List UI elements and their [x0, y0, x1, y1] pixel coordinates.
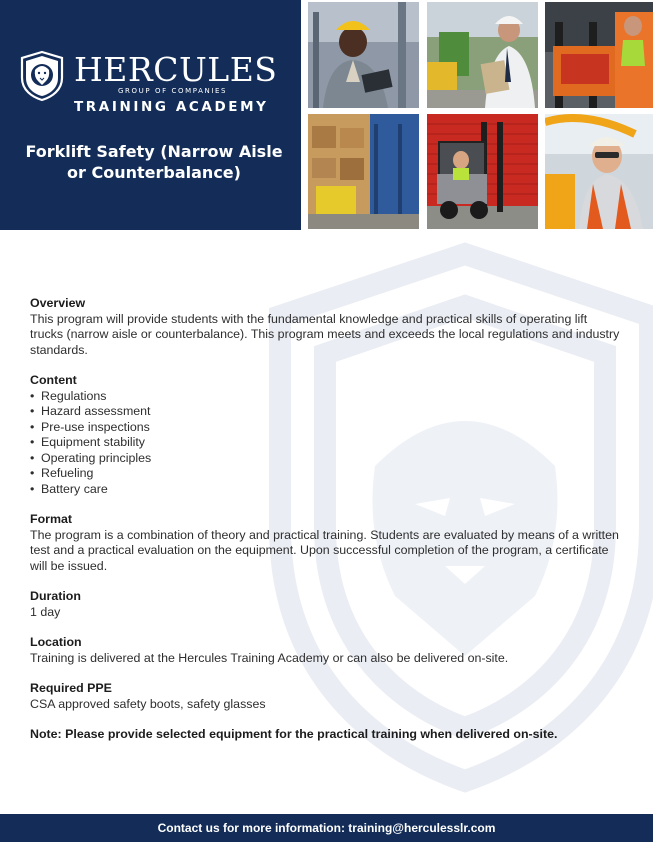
- brand-group-label: GROUP OF COMPANIES: [118, 87, 228, 95]
- photo-engineer-forklift: [427, 2, 538, 108]
- photo-operator-safety-glasses: [545, 114, 653, 229]
- list-item: • Pre-use inspections: [30, 420, 620, 436]
- lion-shield-icon: [19, 50, 65, 102]
- format-heading: Format: [30, 512, 72, 526]
- brand-panel: [0, 0, 301, 230]
- note-text: Please provide selected equipment for the practical training when delivered on-site.: [65, 727, 558, 741]
- ppe-heading: Required PPE: [30, 681, 112, 695]
- duration-heading: Duration: [30, 589, 81, 603]
- list-item: • Equipment stability: [30, 435, 620, 451]
- list-item: • Hazard assessment: [30, 404, 620, 420]
- photo-warehouse-racking: [308, 114, 419, 229]
- course-title: Forklift Safety (Narrow Aisle or Counterbalance): [25, 142, 283, 182]
- list-item: • Battery care: [30, 482, 620, 498]
- content-list: [30, 389, 620, 498]
- contact-footer: [0, 814, 653, 842]
- format-text: The program is a combination of theory and practical training. Students are evaluated by means of a written test and a practical evaluation on the equipment. Upon successful completion of the program, a certificate will be issued.: [30, 527, 619, 573]
- note-label: Note:: [30, 727, 62, 741]
- location-section: [30, 635, 620, 666]
- duration-section: [30, 589, 620, 620]
- format-section: [30, 512, 620, 574]
- content-section: [30, 373, 620, 497]
- brand-academy-label: TRAINING ACADEMY: [74, 99, 269, 115]
- content-heading: Content: [30, 373, 77, 387]
- location-text: Training is delivered at the Hercules Training Academy or can also be delivered on-site.: [30, 650, 509, 665]
- overview-section: [30, 296, 620, 358]
- ppe-section: [30, 681, 620, 712]
- overview-text: This program will provide students with the fundamental knowledge and practical skills of operating lift trucks (narrow aisle or counterbalance). This program meets and exceeds the local regulations and industry standards.: [30, 311, 620, 357]
- list-item: • Operating principles: [30, 451, 620, 467]
- ppe-text: CSA approved safety boots, safety glasses: [30, 696, 266, 711]
- note: [30, 727, 620, 743]
- brand-name: HERCULES: [74, 50, 278, 89]
- list-item: • Refueling: [30, 466, 620, 482]
- photo-forklift-red-door: [427, 114, 538, 229]
- duration-text: 1 day: [30, 604, 61, 619]
- course-details: [30, 296, 620, 743]
- photo-orange-forklift: [545, 2, 653, 108]
- contact-email-link[interactable]: training@herculesslr.com: [348, 821, 496, 835]
- photo-worker-clipboard: [308, 2, 419, 108]
- overview-heading: Overview: [30, 296, 86, 310]
- page-header: [0, 0, 653, 230]
- location-heading: Location: [30, 635, 82, 649]
- list-item: • Regulations: [30, 389, 620, 405]
- footer-prefix: Contact us for more information:: [157, 821, 345, 835]
